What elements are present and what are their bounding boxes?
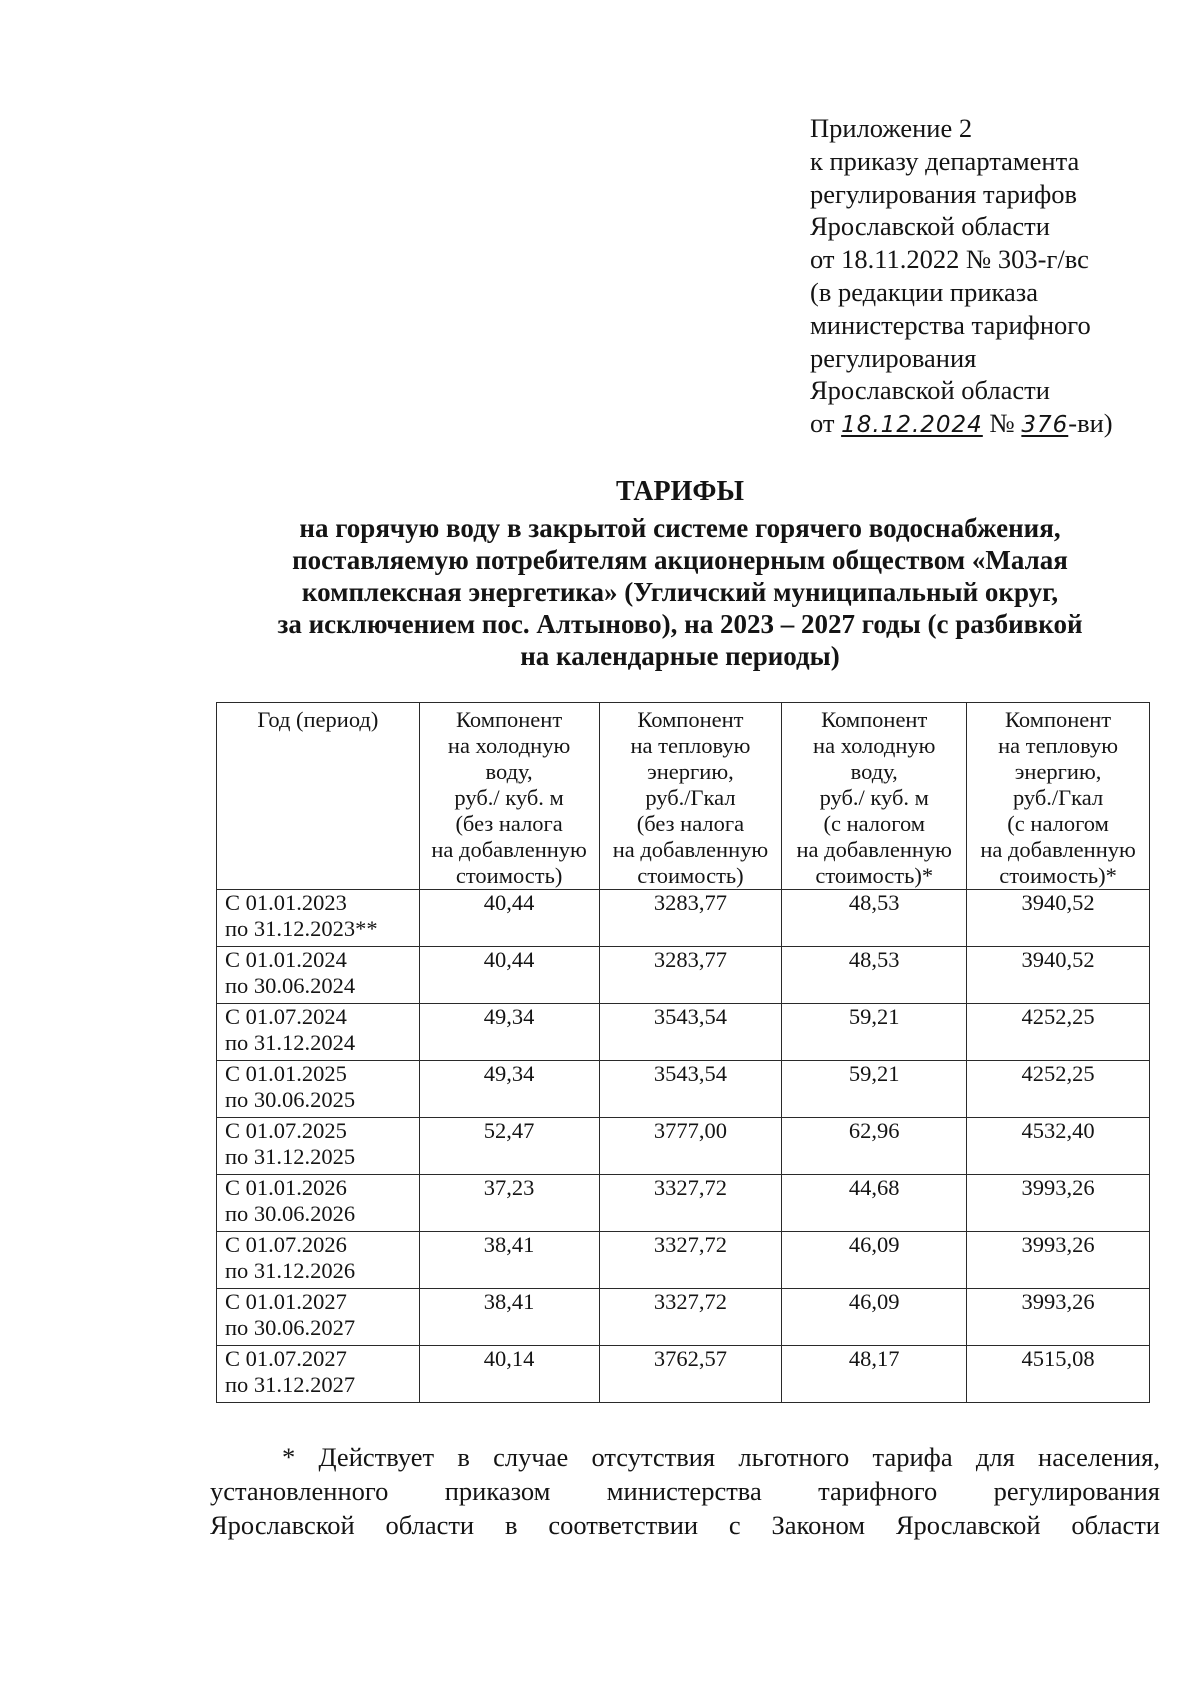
value-cell: 38,41 bbox=[419, 1232, 599, 1289]
value-cell: 59,21 bbox=[782, 1004, 967, 1061]
period-line: по 31.12.2023** bbox=[225, 916, 378, 941]
value-cell: 4252,25 bbox=[967, 1004, 1150, 1061]
column-header-line: энергию, bbox=[647, 759, 734, 784]
period-cell bbox=[217, 1232, 420, 1289]
column-header bbox=[782, 703, 967, 890]
table-header-row bbox=[217, 703, 1150, 890]
column-header-line: стоимость) bbox=[637, 863, 744, 888]
table-row bbox=[217, 1232, 1150, 1289]
period-cell bbox=[217, 1061, 420, 1118]
column-header-line: стоимость)* bbox=[999, 863, 1117, 888]
appendix-reference bbox=[810, 112, 1180, 442]
table-row bbox=[217, 1289, 1150, 1346]
value-cell: 3940,52 bbox=[967, 890, 1150, 947]
column-header-line: на добавленную bbox=[980, 837, 1136, 862]
value-cell: 48,17 bbox=[782, 1346, 967, 1403]
value-cell: 59,21 bbox=[782, 1061, 967, 1118]
footnote-line: * Действует в случае отсутствия льготного тарифа для населения, bbox=[282, 1442, 1160, 1472]
amendment-prefix: от bbox=[810, 408, 835, 439]
period-line: С 01.01.2025 bbox=[225, 1061, 347, 1086]
period-line: С 01.07.2026 bbox=[225, 1232, 347, 1257]
footnote-line: установленного приказом министерства тарифного регулирования bbox=[210, 1476, 1160, 1506]
value-cell: 3762,57 bbox=[599, 1346, 782, 1403]
value-cell: 3283,77 bbox=[599, 890, 782, 947]
column-header-line: воду, bbox=[485, 759, 533, 784]
period-line: по 31.12.2024 bbox=[225, 1030, 356, 1055]
column-header bbox=[419, 703, 599, 890]
column-header-line: руб./Гкал bbox=[1012, 785, 1104, 810]
value-cell: 3543,54 bbox=[599, 1061, 782, 1118]
value-cell: 40,14 bbox=[419, 1346, 599, 1403]
column-header-line: на тепловую bbox=[998, 733, 1119, 758]
column-header-line: (без налога bbox=[636, 811, 745, 836]
period-line: С 01.01.2024 bbox=[225, 947, 347, 972]
column-header-line: на добавленную bbox=[612, 837, 769, 862]
footnote bbox=[210, 1440, 1160, 1542]
value-cell: 3327,72 bbox=[599, 1232, 782, 1289]
table-row bbox=[217, 947, 1150, 1004]
value-cell: 3940,52 bbox=[967, 947, 1150, 1004]
value-cell: 46,09 bbox=[782, 1232, 967, 1289]
column-header-line: (без налога bbox=[455, 811, 563, 836]
period-line: по 30.06.2027 bbox=[225, 1315, 356, 1340]
period-line: С 01.07.2024 bbox=[225, 1004, 347, 1029]
period-cell bbox=[217, 1004, 420, 1061]
period-cell bbox=[217, 1346, 420, 1403]
period-cell bbox=[217, 1175, 420, 1232]
value-cell: 48,53 bbox=[782, 947, 967, 1004]
period-line: С 01.01.2023 bbox=[225, 890, 347, 915]
value-cell: 4515,08 bbox=[967, 1346, 1150, 1403]
title-main: ТАРИФЫ bbox=[616, 476, 744, 507]
value-cell: 3327,72 bbox=[599, 1175, 782, 1232]
value-cell: 49,34 bbox=[419, 1004, 599, 1061]
appendix-line: (в редакции приказа bbox=[810, 276, 1038, 307]
period-line: С 01.01.2027 bbox=[225, 1289, 347, 1314]
title-line: комплексная энергетика» (Угличский муниципальный округ, bbox=[301, 577, 1059, 607]
value-cell: 3327,72 bbox=[599, 1289, 782, 1346]
period-line: С 01.01.2026 bbox=[225, 1175, 347, 1200]
column-header-line: энергию, bbox=[1014, 759, 1102, 784]
column-header-line: руб./ куб. м bbox=[819, 785, 929, 810]
column-header bbox=[599, 703, 782, 890]
period-line: по 30.06.2025 bbox=[225, 1087, 356, 1112]
footnote-line: Ярославской области в соответствии с Законом Ярославской области bbox=[210, 1510, 1160, 1540]
value-cell: 3993,26 bbox=[967, 1175, 1150, 1232]
title-line: за исключением пос. Алтыново), на 2023 – 2027 годы (с разбивкой bbox=[277, 609, 1083, 639]
appendix-line: регулирования bbox=[810, 342, 977, 373]
column-header-line: Компонент bbox=[456, 707, 563, 732]
title-line: поставляемую потребителям акционерным обществом «Малая bbox=[292, 545, 1068, 575]
period-cell bbox=[217, 890, 420, 947]
column-header bbox=[217, 703, 420, 890]
column-header-line: на холодную bbox=[447, 733, 571, 758]
column-header-line: на холодную bbox=[813, 733, 936, 758]
appendix-amendment-line bbox=[810, 407, 1180, 442]
period-line: по 31.12.2027 bbox=[225, 1372, 356, 1397]
appendix-line: регулирования тарифов bbox=[810, 178, 1078, 209]
title-line: на горячую воду в закрытой системе горячего водоснабжения, bbox=[299, 513, 1061, 543]
column-header-line: стоимость) bbox=[455, 863, 563, 888]
value-cell: 4532,40 bbox=[967, 1118, 1150, 1175]
value-cell: 44,68 bbox=[782, 1175, 967, 1232]
period-line: С 01.07.2027 bbox=[225, 1346, 347, 1371]
column-header-line: на тепловую bbox=[630, 733, 751, 758]
value-cell: 3993,26 bbox=[967, 1232, 1150, 1289]
period-line: по 31.12.2026 bbox=[225, 1258, 356, 1283]
value-cell: 3543,54 bbox=[599, 1004, 782, 1061]
value-cell: 48,53 bbox=[782, 890, 967, 947]
column-header-line: руб./Гкал bbox=[645, 785, 736, 810]
amendment-suffix: -ви) bbox=[1068, 408, 1113, 439]
title-line: на календарные периоды) bbox=[520, 641, 840, 671]
column-header-line: Компонент bbox=[821, 707, 928, 732]
column-header-line: Компонент bbox=[637, 707, 744, 732]
appendix-line: к приказу департамента bbox=[810, 145, 1080, 176]
period-line: по 30.06.2024 bbox=[225, 973, 356, 998]
column-header-line: стоимость)* bbox=[815, 863, 934, 888]
handwritten-date: 18.12.2024 bbox=[841, 412, 983, 439]
value-cell: 37,23 bbox=[419, 1175, 599, 1232]
value-cell: 46,09 bbox=[782, 1289, 967, 1346]
value-cell: 3283,77 bbox=[599, 947, 782, 1004]
column-header bbox=[967, 703, 1150, 890]
value-cell: 49,34 bbox=[419, 1061, 599, 1118]
number-sign: № bbox=[989, 408, 1015, 439]
value-cell: 3777,00 bbox=[599, 1118, 782, 1175]
value-cell: 4252,25 bbox=[967, 1061, 1150, 1118]
column-header-line: (с налогом bbox=[823, 811, 926, 836]
appendix-line: Ярославской области bbox=[810, 375, 1050, 406]
value-cell: 52,47 bbox=[419, 1118, 599, 1175]
table-row bbox=[217, 890, 1150, 947]
column-header-line: Компонент bbox=[1005, 707, 1112, 732]
period-line: по 31.12.2025 bbox=[225, 1144, 356, 1169]
table-row bbox=[217, 1118, 1150, 1175]
table-body bbox=[217, 890, 1150, 1403]
table-row bbox=[217, 1061, 1150, 1118]
appendix-line: министерства тарифного bbox=[810, 309, 1091, 340]
period-cell bbox=[217, 1289, 420, 1346]
column-header-line: руб./ куб. м bbox=[454, 785, 564, 810]
value-cell: 62,96 bbox=[782, 1118, 967, 1175]
value-cell: 3993,26 bbox=[967, 1289, 1150, 1346]
appendix-line: Приложение 2 bbox=[810, 113, 973, 143]
period-line: по 30.06.2026 bbox=[225, 1201, 356, 1226]
period-line: С 01.07.2025 bbox=[225, 1118, 347, 1143]
value-cell: 38,41 bbox=[419, 1289, 599, 1346]
document-title bbox=[200, 476, 1160, 672]
period-cell bbox=[217, 947, 420, 1004]
value-cell: 40,44 bbox=[419, 890, 599, 947]
column-header-line: на добавленную bbox=[431, 837, 587, 862]
handwritten-number: 376 bbox=[1021, 412, 1069, 439]
column-header-line: на добавленную bbox=[796, 837, 952, 862]
value-cell: 40,44 bbox=[419, 947, 599, 1004]
table-row bbox=[217, 1175, 1150, 1232]
appendix-line: от 18.11.2022 № 303-г/вс bbox=[810, 244, 1089, 275]
column-header-line: (с налогом bbox=[1007, 811, 1109, 836]
table-row bbox=[217, 1346, 1150, 1403]
appendix-line: Ярославской области bbox=[810, 211, 1050, 242]
column-header-line: воду, bbox=[850, 759, 898, 784]
column-header-line: Год (период) bbox=[257, 707, 379, 732]
tariff-table bbox=[216, 702, 1150, 1403]
period-cell bbox=[217, 1118, 420, 1175]
table-row bbox=[217, 1004, 1150, 1061]
